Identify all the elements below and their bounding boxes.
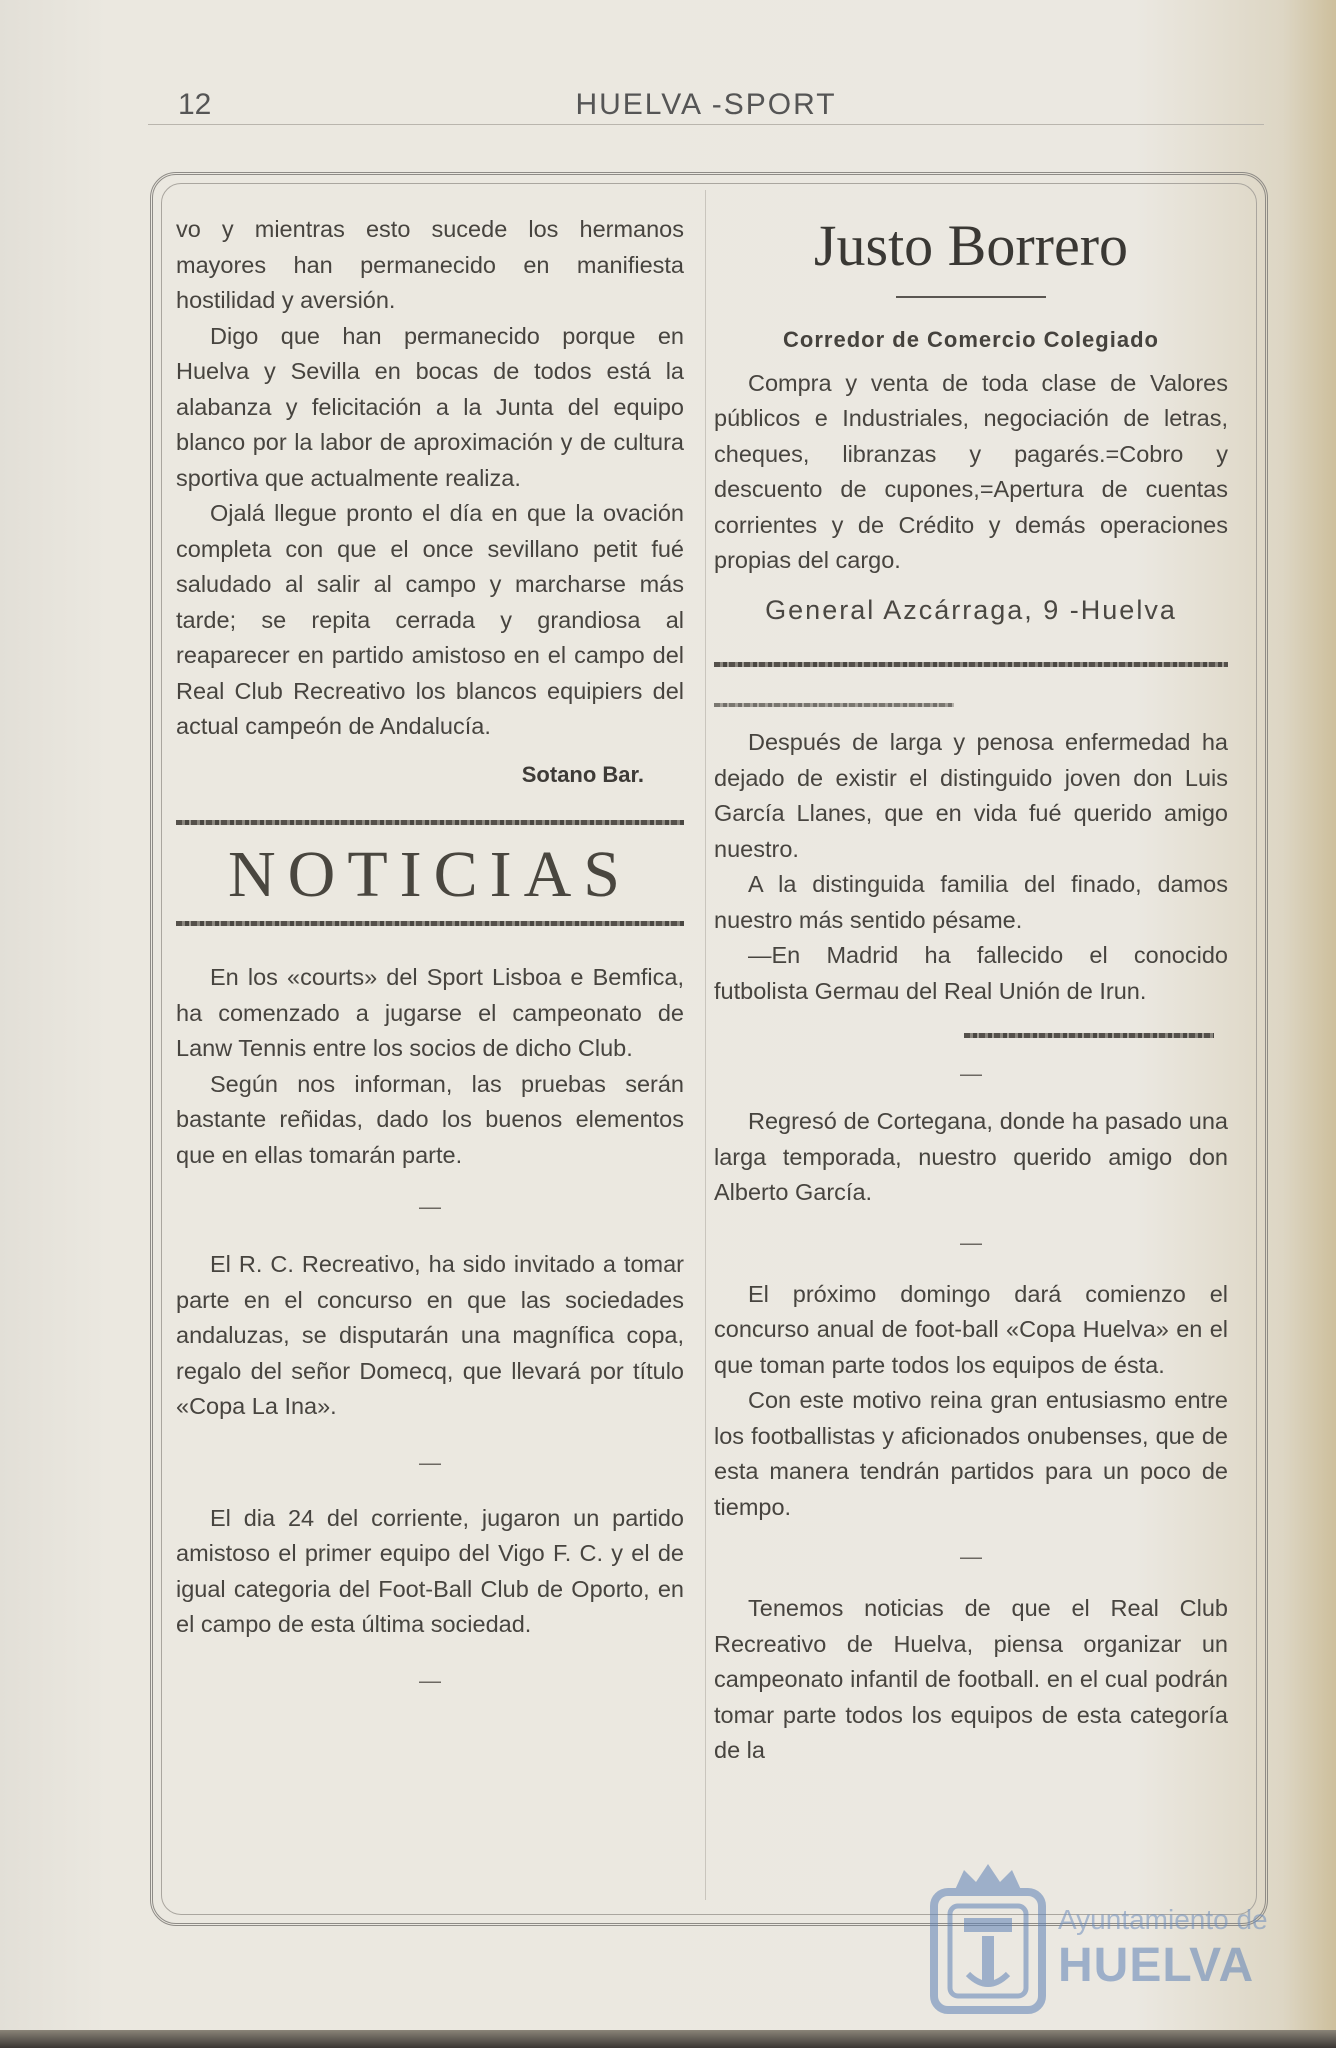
article-paragraph: vo y mientras esto sucede los hermanos mayores han permanecido en manifiesta hostilidad y aversión. [176, 216, 684, 313]
ornamental-rule [176, 820, 684, 825]
column-divider [705, 190, 706, 1900]
news-item: —En Madrid ha fallecido el conocido futbolista Germau del Real Unión de Irun. [714, 942, 1228, 1004]
article-paragraph: Digo que han permanecido porque en Huelva y Sevilla en bocas de todos está la alabanza y felicitación a la Junta del equipo blanco por la labor de aproximación y de cultura sportiva que actualmente realiza. [176, 322, 684, 491]
ornamental-rule [964, 1033, 1214, 1038]
news-item: Según nos informan, las pruebas serán bastante reñidas, dado los buenos elementos que en ellas tomarán parte. [176, 1070, 684, 1168]
watermark-line1: Ayuntamiento de [1058, 1904, 1268, 1935]
news-item: Regresó de Cortegana, donde ha pasado una larga temporada, nuestro querido amigo don Alberto García. [714, 1108, 1228, 1205]
watermark-line2: HUELVA [1058, 1939, 1255, 1992]
news-separator: — [960, 1544, 982, 1569]
section-title-noticias: NOTICIAS [228, 838, 632, 911]
news-separator: — [960, 1061, 982, 1086]
right-column [714, 212, 1228, 1769]
advertisement-name: Justo Borrero [813, 213, 1129, 278]
article-signature: Sotano Bar. [521, 761, 644, 787]
publication-title: HUELVA -SPORT [575, 88, 837, 121]
advertisement-body: Compra y venta de toda clase de Valores públicos e Industriales, negociación de letras, cheques, libranzas y pagarés.=Cobro y descuento de cupones,=Apertura de cuentas corrientes y de Crédito y demás operaciones propias del cargo. [714, 369, 1228, 573]
spacer [714, 707, 1228, 725]
news-item: El R. C. Recreativo, ha sido invitado a tomar parte en el concurso en que las sociedades andaluzas, se disputarán una magnífica copa, regalo del señor Domecq, que llevará por título «Copa La Ina». [176, 1251, 684, 1419]
news-item: El dia 24 del corriente, jugaron un partido amistoso el primer equipo del Vigo F. C. y el de igual categoria del Foot-Ball Club de Oporto, en el campo de esta última sociedad. [176, 1504, 684, 1637]
advertisement-rule [896, 296, 1046, 298]
ayuntamiento-watermark [924, 1862, 1268, 2032]
ornamental-rule [714, 662, 1228, 667]
city-coat-of-arms-icon [924, 1862, 1052, 2024]
news-separator: — [419, 1449, 441, 1475]
advertisement-address: General Azcárraga, 9 -Huelva [765, 594, 1177, 625]
news-item: A la distinguida familia del finado, damos nuestro más sentido pésame. [714, 871, 1228, 933]
news-item: Con este motivo reina gran entusiasmo entre los footballistas y aficionados onubenses, que de esta manera tendrán partidos para un poco de tiempo. [714, 1387, 1228, 1520]
news-item: Después de larga y penosa enfermedad ha dejado de existir el distinguido joven don Luis García Llanes, que en vida fué querido amigo nuestro. [714, 729, 1228, 862]
page-number: 12 [178, 88, 212, 121]
news-item: El próximo domingo dará comienzo el concurso anual de foot-ball «Copa Huelva» en el que toman parte todos los equipos de ésta. [714, 1280, 1228, 1378]
advertisement-subtitle: Corredor de Comercio Colegiado [783, 327, 1159, 352]
page-header [148, 84, 1264, 125]
news-separator: — [960, 1229, 982, 1255]
left-column [176, 212, 684, 1701]
spacer [176, 926, 684, 960]
news-separator: — [419, 1194, 441, 1219]
news-item: En los «courts» del Sport Lisboa e Bemfica, ha comenzado a jugarse el campeonato de Lanw Tennis entre los socios de dicho Club. [176, 964, 684, 1061]
article-paragraph: Ojalá llegue pronto el día en que la ovación completa con que el once sevillano petit fué saludado al salir al campo y marcharse más tarde; se repita cerrada y grandiosa al reaparecer en partido amistoso en el campo del Real Club Recreativo los blancos equipiers del actual campeón de Andalucía. [176, 500, 684, 739]
ornamental-rule [714, 703, 954, 707]
news-item: Tenemos noticias de que el Real Club Recreativo de Huelva, piensa organizar un campeonato infantil de football. en el cual podrán tomar parte todos los equipos de esta categoría de la [714, 1595, 1228, 1763]
news-separator: — [419, 1667, 441, 1693]
scan-edge [0, 2030, 1336, 2048]
